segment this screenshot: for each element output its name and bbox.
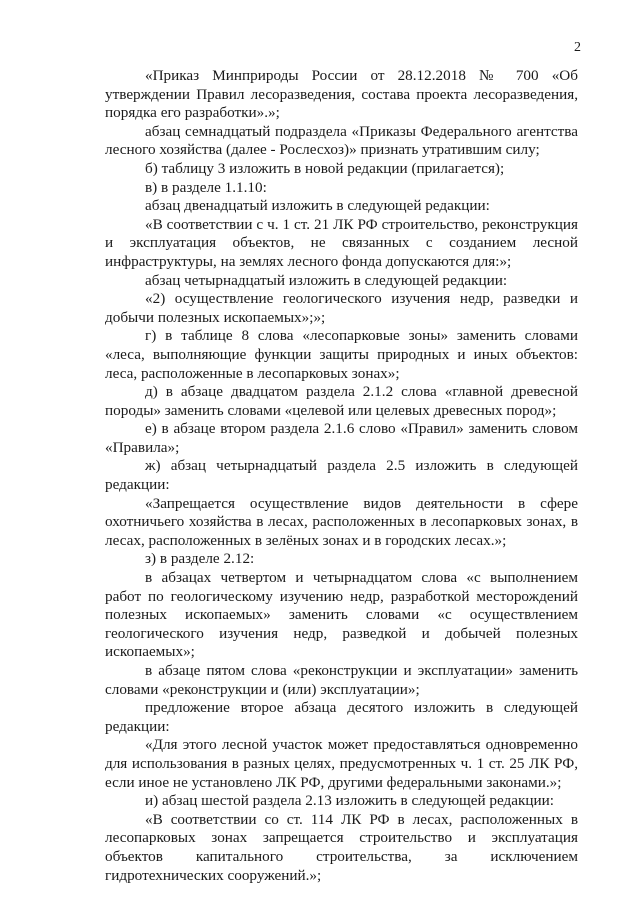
paragraph: в абзацах четвертом и четырнадцатом слова «с выполнением работ по геологическому изучению недр, разработкой месторождений полезных ископаемых» заменить словами «с осуществлением геологического изучения недр, разведкой и добычей полезных ископаемых»; [105,569,578,661]
paragraph: «2) осуществление геологического изучения недр, разведки и добычи полезных ископаемых»;»; [105,290,578,326]
paragraph: предложение второе абзаца десятого изложить в следующей редакции: [105,699,578,735]
paragraph: абзац двенадцатый изложить в следующей редакции: [145,197,490,215]
paragraph: б) таблицу 3 изложить в новой редакции (прилагается); [145,159,505,177]
page-number: 2 [574,40,581,55]
paragraph: д) в абзаце двадцатом раздела 2.1.2 слова «главной древесной породы» заменить словами «целевой или целевых древесных пород»; [105,383,578,419]
paragraph: «Запрещается осуществление видов деятельности в сфере охотничьего хозяйства в лесах, расположенных в лесопарковых зонах, в лесах, расположенных в зелёных зонах и в городских лесах.»; [105,494,578,549]
paragraph: «Для этого лесной участок может предоставляться одновременно для использования в разных целях, предусмотренных ч. 1 ст. 25 ЛК РФ, если иное не установлено ЛК РФ, другими федеральными законами.»; [105,736,578,791]
document-body [105,67,578,885]
paragraph: в абзаце пятом слова «реконструкции и эксплуатации» заменить словами «реконструкции и (или) эксплуатации»; [105,662,578,698]
paragraph: абзац семнадцатый подраздела «Приказы Федерального агентства лесного хозяйства (далее - Рослесхоз)» признать утратившим силу; [105,122,578,159]
paragraph: и) абзац шестой раздела 2.13 изложить в следующей редакции: [145,792,554,810]
paragraph: г) в таблице 8 слова «лесопарковые зоны» заменить словами «леса, выполняющие функции защиты природных и иных объектов: леса, расположенные в лесопарковых зонах»; [105,327,578,382]
paragraph: е) в абзаце втором раздела 2.1.6 слово «Правил» заменить словом «Правила»; [105,420,578,456]
paragraph: «В соответствии со ст. 114 ЛК РФ в лесах, расположенных в лесопарковых зонах запрещается строительство и эксплуатация объектов капитального строительства, за исключением гидротехнических сооружений.»; [105,810,578,884]
paragraph: «В соответствии с ч. 1 ст. 21 ЛК РФ строительство, реконструкция и эксплуатация объектов, не связанных с созданием лесной инфраструктуры, на землях лесного фонда допускаются для:»; [105,215,578,270]
paragraph: в) в разделе 1.1.10: [145,178,267,196]
paragraph: абзац четырнадцатый изложить в следующей редакции: [145,271,508,289]
paragraph: з) в разделе 2.12: [145,550,255,568]
paragraph: «Приказ Минприроды России от 28.12.2018 № 700 «Об утверждении Правил лесоразведения, состава проекта лесоразведения, порядка его разработки».»; [105,67,578,122]
paragraph: ж) абзац четырнадцатый раздела 2.5 изложить в следующей редакции: [105,457,578,494]
